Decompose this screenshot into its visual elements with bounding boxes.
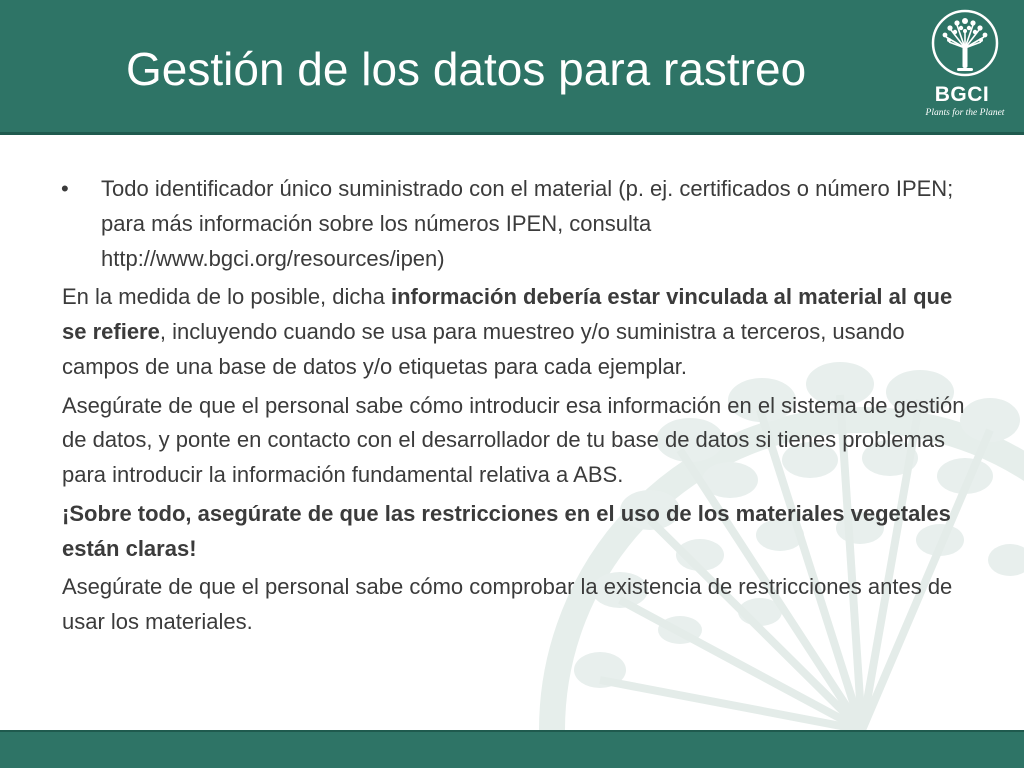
logo-tagline: Plants for the Planet <box>925 108 1005 118</box>
title-bar <box>0 0 1024 135</box>
footer-bar <box>0 730 1024 768</box>
paragraph-linking-end: , incluyendo cuando se usa para muestreo y/o suministra a terceros, usando campos de una base de datos y/o etiquetas para cada ejemplar. <box>62 319 905 379</box>
paragraph-linking <box>62 280 972 384</box>
paragraph-staff-training: Asegúrate de que el personal sabe cómo introducir esa información en el sistema de gestión de datos, y ponte en contacto con el desarrollador de tu base de datos si tienes problemas para introducir la información fundamental relativa a ABS. <box>62 392 965 487</box>
paragraph-check-restrictions: Asegúrate de que el personal sabe cómo comprobar la existencia de restricciones antes de usar los materiales. <box>62 574 953 634</box>
slide-title: Gestión de los datos para rastreo <box>126 43 807 95</box>
slide-body <box>62 172 972 640</box>
paragraph-restrictions-emphasis: ¡Sobre todo, asegúrate de que las restricciones en el uso de los materiales vegetales están claras! <box>62 500 951 561</box>
logo-name: BGCI <box>934 83 990 106</box>
paragraph-linking-emphasis: información debería estar vinculada al material al que se refiere <box>62 284 953 344</box>
paragraph-linking-start: En la medida de lo posible, dicha <box>62 284 391 310</box>
bgci-logo <box>912 8 1018 126</box>
bullet-text: Todo identificador único suministrado con el material (p. ej. certificados o número IPEN; para más información sobre los números IPEN, consulta http://www.bgci.org/resources/ipen) <box>101 176 954 271</box>
tree-icon <box>930 8 1000 80</box>
bullet-icon: • <box>61 176 69 201</box>
bullet-list-item <box>62 172 972 276</box>
